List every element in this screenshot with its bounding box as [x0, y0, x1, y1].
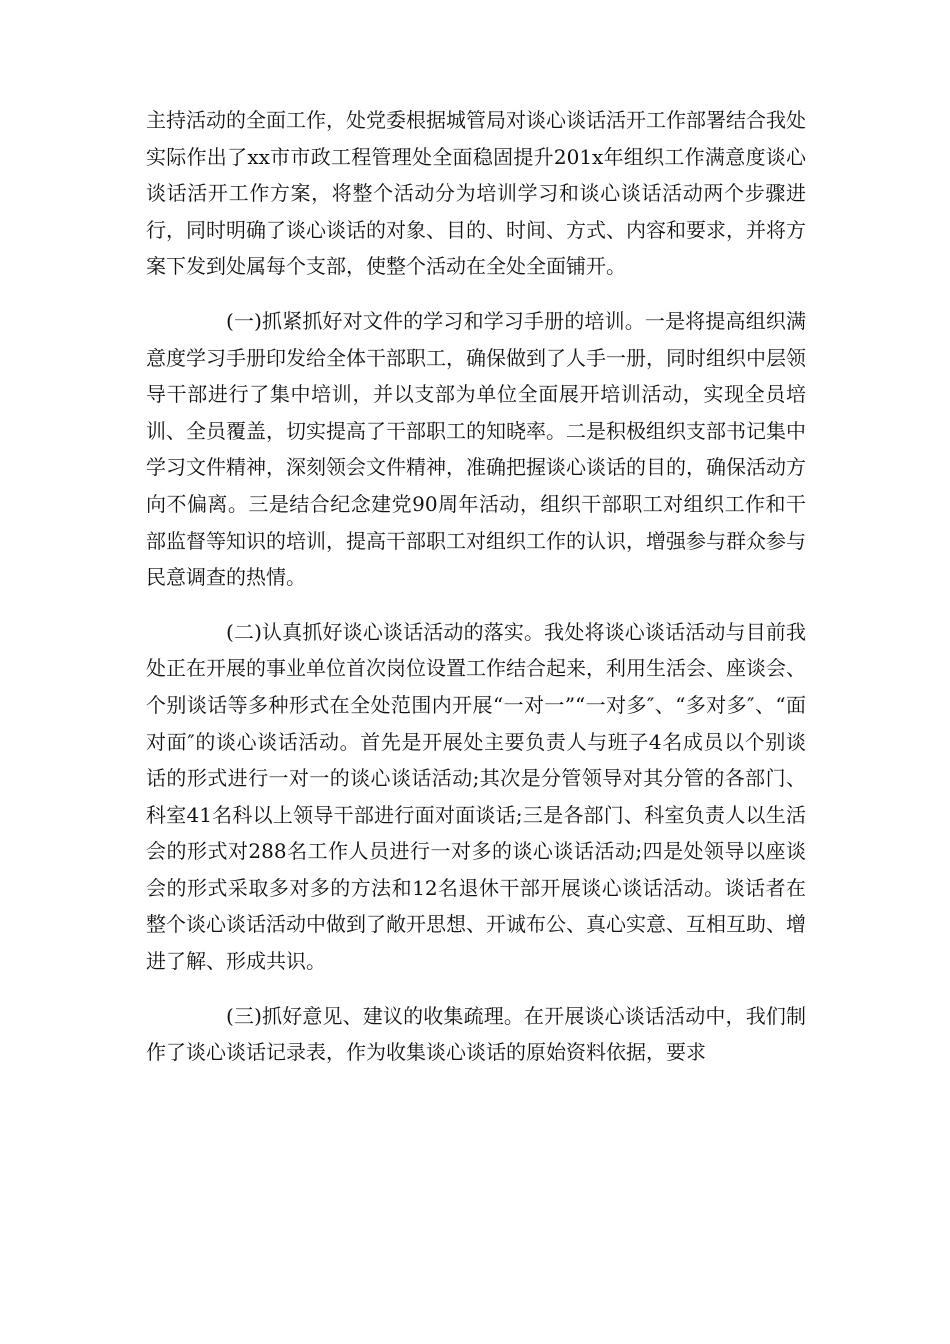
- paragraph-section-3: (三)抓好意见、建议的收集疏理。在开展谈心谈话活动中，我们制作了谈心谈话记录表，作为收集谈心谈话的原始资料依据，要求: [146, 1003, 806, 1065]
- document-body: [146, 102, 806, 1089]
- paragraph-section-1: (一)抓紧抓好对文件的学习和学习手册的培训。一是将提高组织满意度学习手册印发给全体干部职工，确保做到了人手一册，同时组织中层领导干部进行了集中培训，并以支部为单位全面展开培训活动，实现全员培训、全员覆盖，切实提高了干部职工的知晓率。二是积极组织支部书记集中学习文件精神，深刻领会文件精神，准确把握谈心谈话的目的，确保活动方向不偏离。三是结合纪念建党90周年活动，组织干部职工对组织工作和干部监督等知识的培训，提高干部职工对组织工作的认识，增强参与群众参与民意调查的热情。: [146, 308, 806, 590]
- paragraph-intro-continuation: 主持活动的全面工作，处党委根据城管局对谈心谈话活开工作部署结合我处实际作出了xx市市政工程管理处全面稳固提升201x年组织工作满意度谈心谈话活开工作方案，将整个活动分为培训学习和谈心谈话活动两个步骤进行，同时明确了谈心谈话的对象、目的、时间、方式、内容和要求，并将方案下发到处属每个支部，使整个活动在全处全面铺开。: [146, 108, 806, 279]
- paragraph-section-2: (二)认真抓好谈心谈话活动的落实。我处将谈心谈话活动与目前我处正在开展的事业单位首次岗位设置工作结合起来，利用生活会、座谈会、个别谈话等多种形式在全处范围内开展“一对一”“一对多″、“多对多″、“面对面″的谈心谈话活动。首先是开展处主要负责人与班子4名成员以个别谈话的形式进行一对一的谈心谈话活动;其次是分管领导对其分管的各部门、科室41名科以上领导干部进行面对面谈话;三是各部门、科室负责人以生活会的形式对288名工作人员进行一对多的谈心谈话活动;四是处领导以座谈会的形式采取多对多的方法和12名退休干部开展谈心谈话活动。谈话者在整个谈心谈话活动中做到了敞开思想、开诚布公、真心实意、互相互助、增进了解、形成共识。: [146, 619, 806, 974]
